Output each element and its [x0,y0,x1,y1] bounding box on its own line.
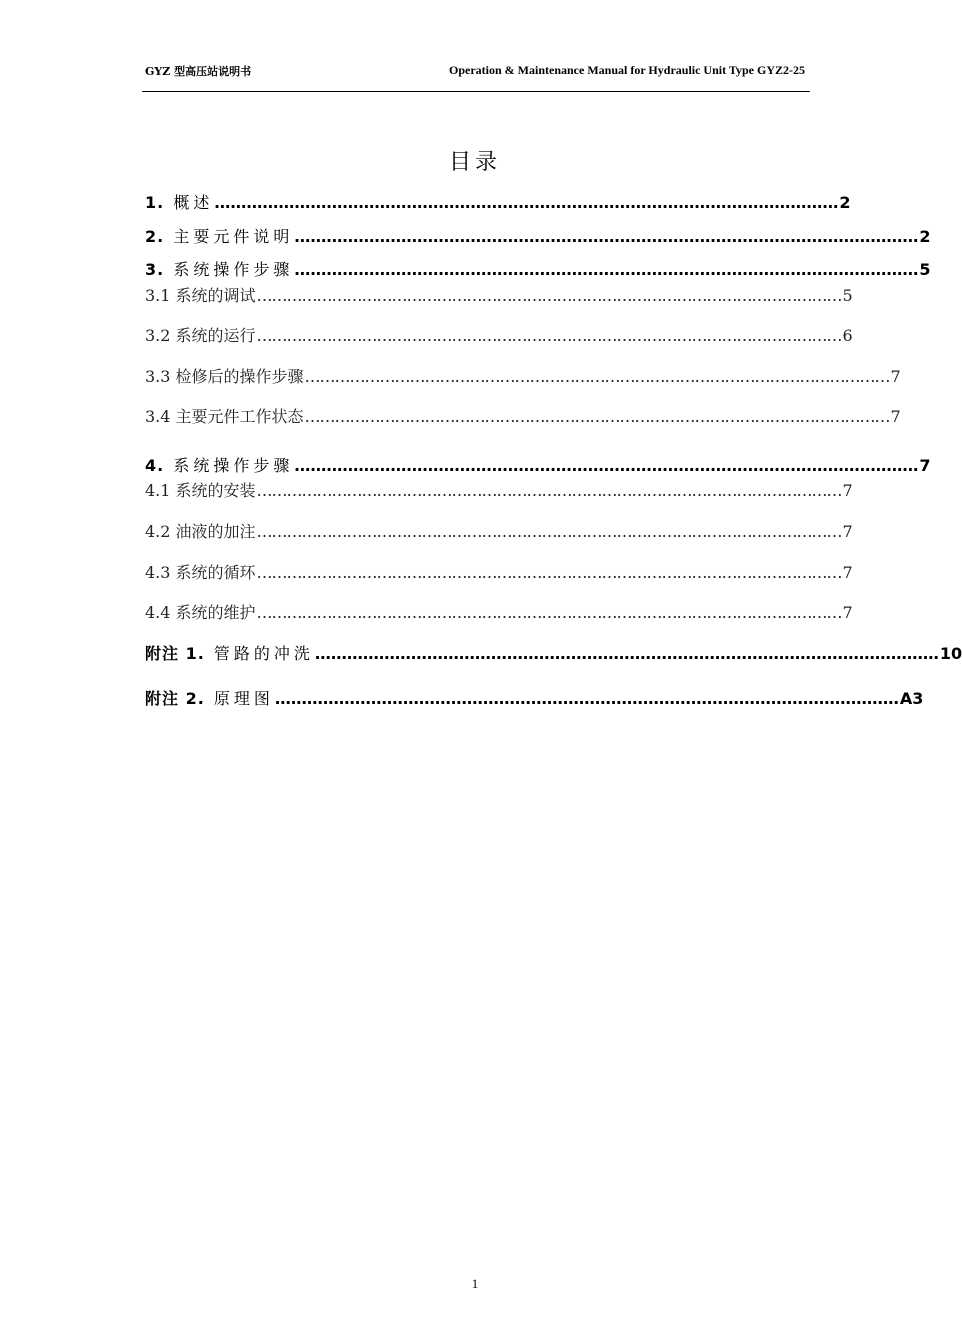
toc-entry-page: 7 [890,407,901,426]
toc-entry-page: 7 [842,481,853,500]
toc-entry-label: 4.3 系统的循环 [145,563,256,582]
toc-leader-dots: ……………………………………………………………………………………………………… [274,689,899,708]
toc-leader-dots: ……………………………………………………………………………………………………… [304,407,890,426]
toc-title: 目录 [448,150,501,175]
toc-leader-dots: ……………………………………………………………………………………………………… [256,286,842,305]
toc-entry-label: 系统操作步骤 [173,260,294,279]
toc-entry-label: 原理图 [213,689,274,708]
toc-entry[interactable] [145,257,931,280]
toc-entry-number: 3. [145,260,165,279]
toc-subentry[interactable] [145,519,853,542]
toc-subentry[interactable] [145,364,901,387]
toc-leader-dots: ……………………………………………………………………………………………………… [294,227,919,246]
toc-leader-dots: ……………………………………………………………………………………………………… [256,603,842,622]
toc-entry-page: 10 [939,644,962,663]
toc-entry-label: 主要元件说明 [173,227,294,246]
toc-entry-label: 管路的冲洗 [213,644,314,663]
header-divider [142,91,810,92]
toc-entry-page: 5 [919,260,931,279]
toc-entry[interactable] [145,190,851,213]
toc-leader-dots: ……………………………………………………………………………………………………… [304,367,890,386]
toc-leader-dots: ……………………………………………………………………………………………………… [256,522,842,541]
toc-entry-label: 3.1 系统的调试 [145,286,256,305]
toc-subentry[interactable] [145,600,853,623]
toc-entry-number: 附注 1. [145,644,205,663]
toc-subentry[interactable] [145,478,853,501]
toc-leader-dots: ……………………………………………………………………………………………………… [214,193,839,212]
toc-entry-page: 7 [842,563,853,582]
toc-entry-page: 7 [842,603,853,622]
toc-leader-dots: ……………………………………………………………………………………………………… [294,260,919,279]
toc-entry-label: 3.4 主要元件工作状态 [145,407,304,426]
toc-entry-page: 7 [842,522,853,541]
toc-entry-label: 3.3 检修后的操作步骤 [145,367,304,386]
toc-subentry[interactable] [145,560,853,583]
toc-subentry[interactable] [145,283,853,306]
toc-subentry[interactable] [145,404,901,427]
toc-entry-label: 系统操作步骤 [173,456,294,475]
toc-entry-page: 2 [919,227,931,246]
toc-entry-page: 6 [842,326,853,345]
toc-leader-dots: ……………………………………………………………………………………………………… [256,326,842,345]
toc-entry-page: 7 [919,456,931,475]
toc-entry-label: 4.4 系统的维护 [145,603,256,622]
page-number: 1 [471,1276,479,1291]
header-title-cn: GYZ 型高压站说明书 [145,65,252,78]
toc-leader-dots: ……………………………………………………………………………………………………… [256,481,842,500]
toc-entry-page: 7 [890,367,901,386]
toc-entry[interactable] [145,224,931,247]
toc-entry[interactable] [145,453,931,476]
toc-entry-number: 2. [145,227,165,246]
toc-entry-label: 3.2 系统的运行 [145,326,256,345]
toc-entry-number: 1. [145,193,165,212]
toc-entry[interactable] [145,686,924,709]
toc-entry[interactable] [145,641,962,664]
toc-leader-dots: ……………………………………………………………………………………………………… [314,644,939,663]
toc-entry-page: 2 [839,193,851,212]
toc-leader-dots: ……………………………………………………………………………………………………… [256,563,842,582]
toc-leader-dots: ……………………………………………………………………………………………………… [294,456,919,475]
toc-entry-number: 附注 2. [145,689,205,708]
header-title-en: Operation & Maintenance Manual for Hydraulic Unit Type GYZ2-25 [449,63,805,77]
toc-entry-label: 4.1 系统的安装 [145,481,256,500]
toc-subentry[interactable] [145,323,853,346]
toc-entry-number: 4. [145,456,165,475]
toc-entry-page: 5 [842,286,853,305]
toc-entry-page: A3 [899,689,924,708]
toc-entry-label: 4.2 油液的加注 [145,522,256,541]
toc-entry-label: 概述 [173,193,214,212]
